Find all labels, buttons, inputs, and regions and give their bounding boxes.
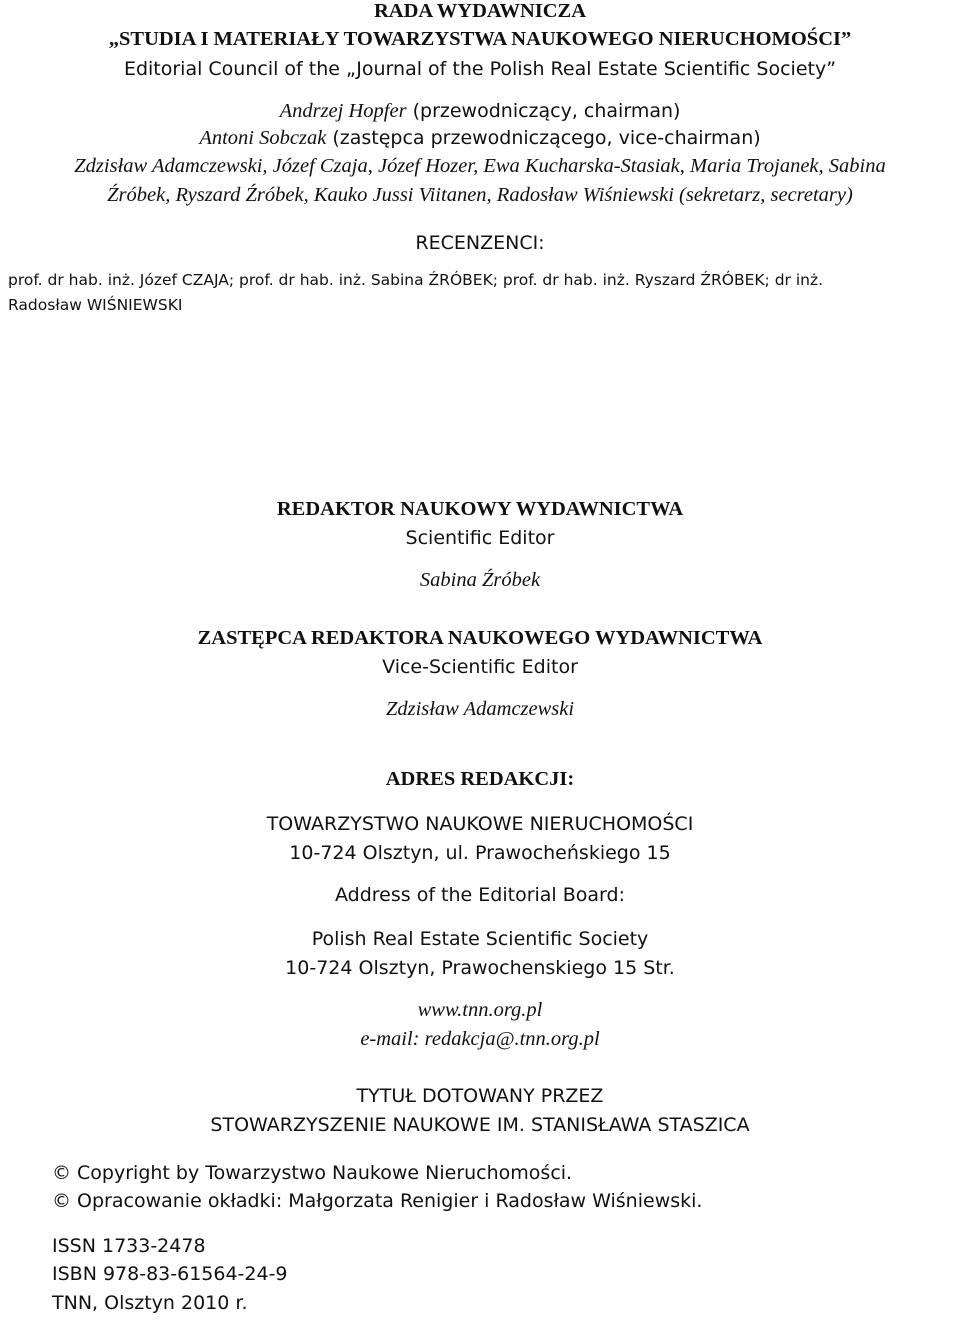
address-heading: ADRES REDAKCJI: <box>385 768 575 790</box>
editor-heading: REDAKTOR NAUKOWY WYDAWNICTWA <box>276 498 684 520</box>
isbn: ISBN 978-83-61564-24-9 <box>52 1263 288 1285</box>
reviewers-line-2: Radosław WIŚNIEWSKI <box>8 296 183 314</box>
council-members-line-1: Zdzisław Adamczewski, Józef Czaja, Józef Hozer, Ewa Kucharska-Stasiak, Maria Trojanek, Sabina <box>74 155 886 177</box>
council-title: RADA WYDAWNICZA <box>373 0 587 22</box>
address-org-en: Polish Real Estate Scientific Society <box>311 928 649 950</box>
copyright-line-1: © Copyright by Towarzystwo Naukowe Nieruchomości. <box>52 1162 573 1184</box>
chair-role: (przewodniczący, chairman) <box>406 100 681 122</box>
address-street-en: 10-724 Olsztyn, Prawochenskiego 15 Str. <box>285 957 675 979</box>
publisher-imprint: TNN, Olsztyn 2010 r. <box>52 1292 248 1314</box>
vice-editor-role-en: Vice-Scientific Editor <box>382 656 578 678</box>
chair-name: Andrzej Hopfer <box>279 100 407 122</box>
copyright-line-2: © Opracowanie okładki: Małgorzata Renigier i Radosław Wiśniewski. <box>52 1190 703 1212</box>
funding-line-1: TYTUŁ DOTOWANY PRZEZ <box>356 1085 604 1107</box>
email-link[interactable]: e-mail: redakcja@.tnn.org.pl <box>360 1028 600 1050</box>
issn: ISSN 1733-2478 <box>52 1235 206 1257</box>
reviewers-heading: RECENZENCI: <box>415 232 545 254</box>
council-subtitle: „STUDIA I MATERIAŁY TOWARZYSTWA NAUKOWEGO NIERUCHOMOŚCI” <box>108 28 852 50</box>
reviewers-line-1: prof. dr hab. inż. Józef CZAJA; prof. dr hab. inż. Sabina ŹRÓBEK; prof. dr hab. inż. Ryszard ŹRÓBEK; dr inż. <box>8 271 824 289</box>
vice-chair-name: Antoni Sobczak <box>199 127 327 149</box>
council-title-en: Editorial Council of the „Journal of the Polish Real Estate Scientific Society” <box>123 58 837 80</box>
council-members-line-2: Źróbek, Ryszard Źróbek, Kauko Jussi Viitanen, Radosław Wiśniewski (sekretarz, secretary) <box>107 184 853 206</box>
editor-name: Sabina Źróbek <box>419 569 541 591</box>
address-org-pl: TOWARZYSTWO NAUKOWE NIERUCHOMOŚCI <box>266 813 694 835</box>
vice-editor-name: Zdzisław Adamczewski <box>385 698 575 720</box>
website-link[interactable]: www.tnn.org.pl <box>417 999 543 1021</box>
funding-line-2: STOWARZYSZENIE NAUKOWE IM. STANISŁAWA STASZICA <box>210 1114 750 1136</box>
address-heading-en: Address of the Editorial Board: <box>335 884 625 906</box>
address-street-pl: 10-724 Olsztyn, ul. Prawocheńskiego 15 <box>289 842 671 864</box>
council-chair <box>0 100 960 123</box>
editor-role-en: Scientific Editor <box>405 527 555 549</box>
vice-editor-heading: ZASTĘPCA REDAKTORA NAUKOWEGO WYDAWNICTWA <box>197 627 763 649</box>
vice-chair-role: (zastępca przewodniczącego, vice-chairman) <box>326 127 761 149</box>
council-vice-chair <box>0 127 960 150</box>
